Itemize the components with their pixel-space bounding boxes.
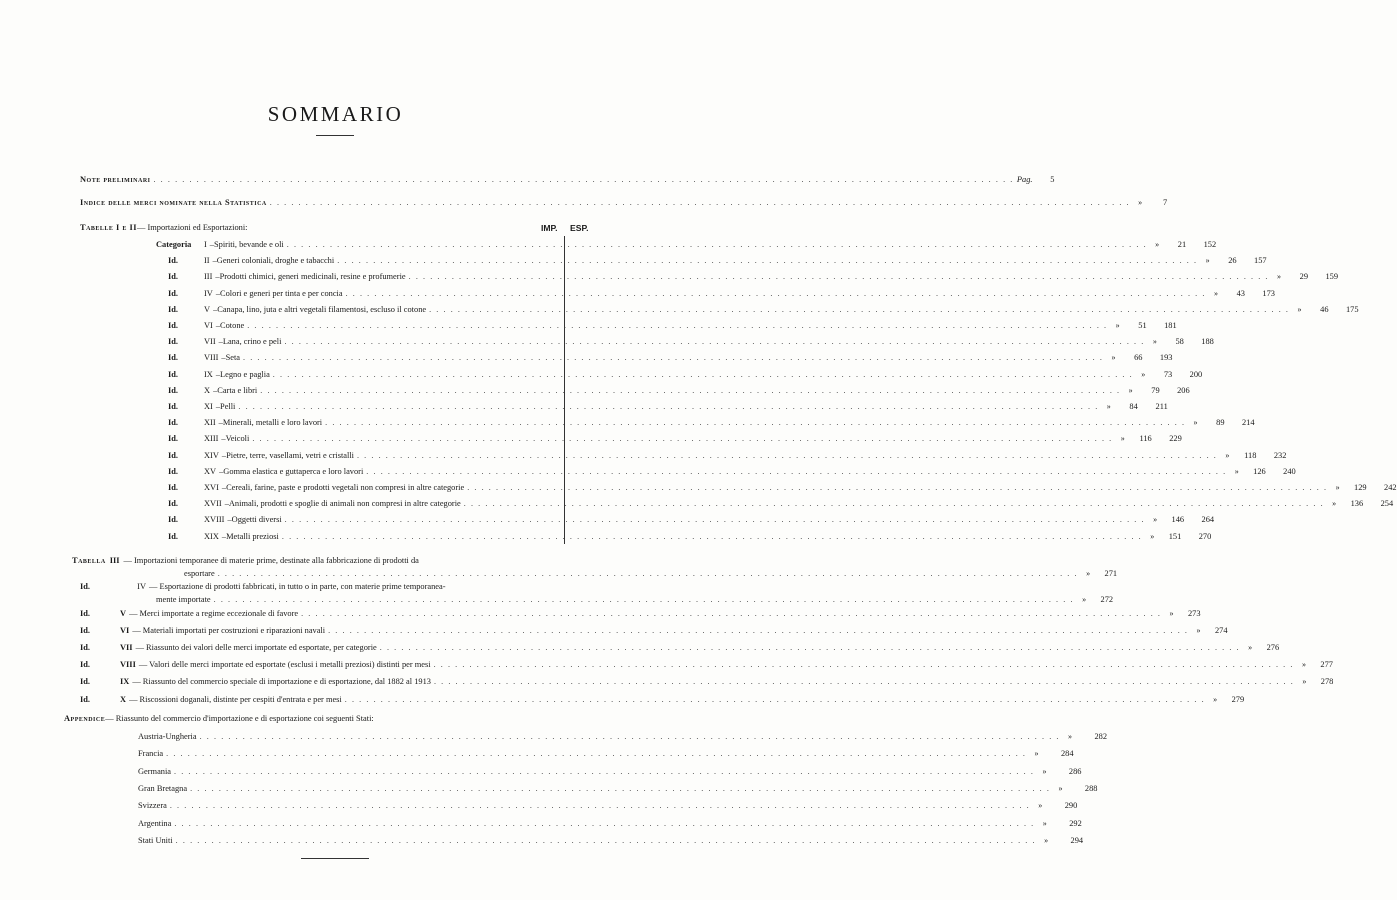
category-text: Animali, prodotti e spoglie di animali non compresi in altre categorie	[228, 499, 461, 509]
state-name: Gran Bretagna	[138, 783, 188, 793]
roman-numeral: XIX	[204, 531, 219, 541]
toc-entry-category[interactable]	[168, 288, 1275, 305]
roman-numeral: VI	[204, 321, 213, 330]
dot-leader: . . . . . . . . . . . . . . . . . . . . . . . . . . . . . . . . . . . . . . . . . . . . . . . . . . . . . . . . . . . . . . . . . . . . . . . . . . . . . . . . . . . . . . . . . . . . . . . . . . . . . . . . . . . . . . . . . . . . . . . .	[467, 483, 1328, 492]
roman-numeral: VII	[120, 643, 133, 653]
category-prefix: Id.	[168, 353, 179, 363]
dot-leader: . . . . . . . . . . . . . . . . . . . . . . . . . . . . . . . . . . . . . . . . . . . . . . . . . . . . . . . . . . . . . . . . . . . . . . . . . . . . . . . . . . . . . . . . . . . . . . . . . . . . . . . . . . . . . . . . . . . . . . . .	[281, 531, 1143, 541]
roman-numeral: XI	[204, 402, 213, 411]
dash: –	[212, 256, 217, 266]
roman-numeral: V	[204, 304, 211, 314]
state-name: Svizzera	[138, 801, 167, 811]
toc-entry-category[interactable]	[168, 483, 1397, 499]
toc-entry-tabella[interactable]	[80, 694, 1245, 711]
ditto-mark: »	[1120, 434, 1125, 444]
dot-leader: . . . . . . . . . . . . . . . . . . . . . . . . . . . . . . . . . . . . . . . . . . . . . . . . . . . . . . . . . . . . . . . . . . . . . . . . . . . . . . . . . . . . . . . . . . . . . . . . . . . . . . . . . . . . . . . . . . . . . . . .	[337, 256, 1198, 266]
category-text: Veicoli	[225, 434, 250, 444]
toc-entry-category[interactable]	[168, 385, 1190, 402]
roman-numeral: XIV	[204, 450, 219, 460]
dot-leader: . . . . . . . . . . . . . . . . . . . . . . . . . . . . . . . . . . . . . . . . . . . . . . . . . . . . . . . . . . . . . . . . . . . . . . . . . . . . . . . . . . . . . . . . . . . . . . . . . . . . . . . . . . . . . . . . . . . . . . . .	[301, 609, 1162, 618]
dot-leader: . . . . . . . . . . . . . . . . . . . . . . . . . . . . . . . . . . . . . . . . . . . . . . . . . . . . . . . . . . . . . . . . . . . . . . . . . . . . . . . . . . . . . . . . . . . . . . . . . . . . . . . . . . . . . . . . . . . . . . . .	[153, 175, 1014, 184]
esp-page: 152	[1203, 240, 1217, 249]
entry-text-line2: esportare	[184, 569, 215, 578]
toc-entry-category[interactable]	[168, 369, 1203, 386]
ditto-mark: »	[1155, 240, 1160, 249]
roman-numeral: XVI	[204, 483, 219, 492]
category-prefix: Id.	[168, 418, 179, 428]
category-prefix: Id.	[168, 483, 179, 492]
tab-id: Id.	[80, 694, 91, 704]
dash: –	[221, 353, 226, 363]
page-number: 277	[1320, 660, 1333, 670]
roman-numeral: X	[204, 385, 211, 395]
ditto-mark: »	[1196, 626, 1201, 636]
ditto-mark: »	[1106, 402, 1111, 411]
ditto-mark: »	[1128, 385, 1133, 395]
category-text: Canapa, lino, juta e altri vegetali filamentosi, escluso il cotone	[217, 304, 427, 314]
esp-page: 157	[1254, 256, 1267, 266]
category-text: Pietre, terre, vasellami, vetri e cristalli	[226, 450, 354, 460]
state-name: Stati Uniti	[138, 835, 173, 845]
dash: –	[215, 272, 220, 282]
category-text: Metalli preziosi	[226, 531, 279, 541]
imp-page: 126	[1253, 466, 1266, 476]
roman-numeral: IV	[137, 582, 146, 591]
dot-leader: . . . . . . . . . . . . . . . . . . . . . . . . . . . . . . . . . . . . . . . . . . . . . . . . . . . . . . . . . . . . . . . . . . . . . . . . . . . . . . . . . . . . . . . . . . . . . . . . . . . . . . . . . . . . . . . . . . . . . . . .	[252, 434, 1113, 444]
dot-leader: . . . . . . . . . . . . . . . . . . . . . . . . . . . . . . . . . . . . . . . . . . . . . . . . . . . . . . . . . . . . . . . . . . . . . . . . . . . . . . . . . . . . . . . . . . . . . . . . . . . . . . . . . . . . . . . . . . . . . . . .	[284, 515, 1146, 525]
roman-numeral: IX	[120, 677, 130, 687]
dot-leader: . . . . . . . . . . . . . . . . . . . . . . . . . . . . . . . . . . . . . . . . . . . . . . . . . . . . . . . . . . . . . . . . . . . . . . . . . . . . . . . . . . . . . . . . . . . . . . . . . . . . . . . . . . . . . . . . . . . . . . . .	[243, 353, 1104, 363]
page-number: 272	[1100, 595, 1114, 604]
page-number: 278	[1320, 677, 1334, 687]
imp-page: 58	[1175, 337, 1184, 347]
page-number: 274	[1214, 626, 1228, 636]
toc-entry-state[interactable]	[138, 766, 1082, 783]
ditto-mark: »	[1213, 694, 1218, 704]
dot-leader: . . . . . . . . . . . . . . . . . . . . . . . . . . . . . . . . . . . . . . . . . . . . . . . . . . . . . . . . . . . . . . . . . . . . . . . . . . . . . . . . . . . . . . . . . . . . . . . . . . . . . . . . . . . . . . . . . . . . . . . .	[175, 835, 1037, 845]
dot-leader: . . . . . . . . . . . . . . . . . . . . . . . . . . . . . . . . . . . . . . . . . . . . . . . . . . . . . . . . . . . . . . . . . . . . . . . . . . . . . . . . . . . . . . . . . . . . . . . . . . . . . . . . . . . . . . . . . . . . . . . .	[433, 660, 1294, 670]
tabella-label: Tabella	[72, 556, 106, 565]
entry-text: — Valori delle merci importate ed esportate (esclusi i metalli preziosi) distinti per mesi	[138, 660, 431, 670]
dot-leader: . . . . . . . . . . . . . . . . . . . . . . . . . . . . . . . . . . . . . . . . . . . . . . . . . . . . . . . . . . . . . . . . . . . . . . . . . . . . . . . . . . . . . . . . . . . . . . . . . . . . . . . . . . . . . . . . . . . . . . . .	[286, 240, 1148, 249]
dash: –	[218, 337, 223, 347]
category-text: Spiriti, bevande e oli	[213, 240, 284, 249]
ditto-mark: »	[1225, 450, 1230, 460]
ditto-mark: »	[1277, 272, 1282, 282]
toc-entry-tabella[interactable]	[80, 677, 1334, 693]
dash: –	[227, 515, 232, 525]
ditto-mark: »	[1193, 418, 1198, 428]
imp-page: 89	[1216, 418, 1225, 428]
ditto-mark: »	[1297, 304, 1302, 314]
page-title: SOMMARIO	[267, 102, 404, 126]
dash: –	[213, 385, 218, 395]
ditto-mark: »	[1058, 783, 1063, 793]
entry-text: — Materiali importati per costruzioni e riparazioni navali	[132, 626, 326, 636]
page-number: 5	[1050, 175, 1055, 184]
category-text: Seta	[225, 353, 241, 363]
dot-leader: . . . . . . . . . . . . . . . . . . . . . . . . . . . . . . . . . . . . . . . . . . . . . . . . . . . . . . . . . . . . . . . . . . . . . . . . . . . . . . . . . . . . . . . . . . . . . . . . . . . . . . . . . . . . . . . . . . . . . . . .	[345, 288, 1206, 298]
entry-label-rest: — Riassunto del commercio d'importazione e di esportazione coi seguenti Stati:	[105, 714, 374, 723]
roman-numeral: VI	[120, 626, 130, 636]
toc-entry-category[interactable]	[168, 402, 1168, 418]
category-prefix: Id.	[168, 450, 179, 460]
dot-leader: . . . . . . . . . . . . . . . . . . . . . . . . . . . . . . . . . . . . . . . . . . . . . . . . . . . . . . . . . . . . . . . . . . . . . . . . . . . . . . . . . . . . . . . . . . . . . . . . . . . . . . . . . . . . . . . . . . . . . . . .	[247, 321, 1108, 330]
toc-entry-category[interactable]	[156, 240, 1217, 256]
dot-leader: . . . . . . . . . . . . . . . . . . . . . . . . . . . . . . . . . . . . . . . . . . . . . . . . . . . . . . . . . . . . . . . . . . . . . . . . . . . . . . . . . . . . . . . . . . . . . . . . . . . . . . . . . . . . . . . . . . . . . . . .	[429, 304, 1290, 314]
roman-numeral: II	[204, 256, 210, 266]
roman-numeral: X	[120, 694, 127, 704]
category-text: Cereali, farine, paste e prodotti vegetali non compresi in altre categorie	[226, 483, 465, 492]
page-number: 273	[1187, 609, 1201, 618]
toc-entry-category[interactable]	[168, 321, 1177, 337]
toc-entry-state[interactable]	[138, 801, 1078, 817]
esp-page: 240	[1283, 466, 1296, 476]
entry-text: — Riassunto del commercio speciale di importazione e di esportazione, dal 1882 al 1913	[132, 677, 431, 687]
ditto-mark: »	[1332, 499, 1337, 509]
imp-page: 21	[1177, 240, 1187, 249]
imp-page: 51	[1138, 321, 1147, 330]
esp-page: 200	[1189, 369, 1203, 379]
dash: –	[215, 321, 221, 330]
imp-column-header: IMP.	[541, 223, 558, 233]
roman-numeral: V	[120, 609, 127, 618]
entry-label: Indice delle merci nominate nella Statistica	[80, 198, 267, 207]
esp-page: 229	[1169, 434, 1182, 444]
entry-text: — Merci importate a regime eccezionale di favore	[129, 609, 299, 618]
ditto-mark: »	[1153, 515, 1158, 525]
roman-numeral: IV	[204, 288, 213, 298]
entry-text-line1: — Esportazione di prodotti fabbricati, in tutto o in parte, con materie prime temporanea-	[149, 582, 446, 591]
category-text: Prodotti chimici, generi medicinali, resine e profumerie	[219, 272, 406, 282]
category-text: Colori e generi per tinta e per concia	[220, 288, 343, 298]
imp-page: 129	[1354, 483, 1367, 492]
page-number: 290	[1064, 801, 1078, 811]
tab-id: Id.	[80, 677, 91, 687]
esp-page: 211	[1155, 402, 1168, 411]
toc-entry-category[interactable]	[168, 450, 1287, 467]
ditto-mark: »	[1042, 818, 1047, 828]
category-prefix: Id.	[168, 272, 179, 282]
category-prefix: Id.	[168, 531, 179, 541]
page-number: 279	[1231, 694, 1245, 704]
imp-page: 146	[1171, 515, 1185, 525]
ditto-mark: »	[1335, 483, 1340, 492]
dot-leader: . . . . . . . . . . . . . . . . . . . . . . . . . . . . . . . . . . . . . . . . . . . . . . . . . . . . . . . . . . . . . . . . . . . . . . . . . . . . . . . . . . . . . . . . . . . . . . . . . . . . . . . . . . . . . . . . . . . . . . . .	[169, 801, 1031, 811]
dot-leader: . . . . . . . . . . . . . . . . . . . . . . . . . . . . . . . . . . . . . . . . . . . . . . . . . . . . . . . . . . . . . . . . . . . . . . . . . . . . . . . . . . . . . . . . . . . . . . . . . . . . . . . . . . . . . . . . . . . . . . . .	[166, 749, 1027, 759]
esp-page: 193	[1159, 353, 1173, 363]
dot-leader: . . . . . . . . . . . . . . . . . . . . . . . . . . . . . . . . . . . . . . . . . . . . . . . . . . . . . . . . . . . . . . . . . . . . . . . . . . . . . . . . . . . . . . . . . . . . . . . . . . . . . . . . . . . . . . . . . . . . . . . .	[408, 272, 1270, 282]
dot-leader: . . . . . . . . . . . . . . . . . . . . . . . . . . . . . . . . . . . . . . . . . . . . . . . . . . . . . . . . . . . . . . . . . . . . . . . . . . . . . . . . . . . . . . . . . . . . . . . . . . . . . . . . . . . . . . . . . . . . . . . .	[269, 198, 1131, 207]
dash: –	[218, 418, 223, 428]
imp-page: 151	[1168, 531, 1182, 541]
esp-page: 206	[1177, 385, 1190, 395]
ditto-mark: »	[1115, 321, 1120, 330]
dot-leader: . . . . . . . . . . . . . . . . . . . . . . . . . . . . . . . . . . . . . . . . . . . . . . . . . . . . . . . . . . . . . . . . . . . . . . . . . . . . . . . . . . . . . . . . . . . . . . . . . . . . . . . . . . . . . . . . . . . . . . . .	[356, 450, 1218, 460]
toc-entry-state[interactable]	[138, 732, 1108, 748]
entry-text-line2: mente importate	[156, 595, 211, 604]
tab-id: Id.	[80, 660, 91, 670]
ditto-mark: »	[1042, 766, 1047, 776]
category-prefix: Categoria	[156, 240, 192, 249]
state-name: Germania	[138, 766, 172, 776]
dash: –	[221, 450, 227, 460]
page-number: 276	[1266, 643, 1280, 653]
category-prefix: Id.	[168, 321, 179, 330]
esp-page: 270	[1198, 531, 1212, 541]
category-prefix: Id.	[168, 337, 179, 347]
dot-leader: . . . . . . . . . . . . . . . . . . . . . . . . . . . . . . . . . . . . . . . . . . . . . . . . . . . . . . . . . . . . . . . . . . . . . . . . . . . . . . . . . . . . . . . . . . . . . . . . . . . . . . . . . . . . . . . . . . . . . . . .	[174, 766, 1035, 776]
ditto-mark: »	[1169, 609, 1174, 618]
page-number: 294	[1070, 835, 1084, 845]
dot-leader: . . . . . . . . . . . . . . . . . . . . . . . . . . . . . . . . . . . . . . . . . . . . . . . . . . . . . . . . . . . . . . . . . . . . . . . . . . . . . . . . . . . . . . . . . . . . . . . . . . . . . . . . . . . . . . . . . . . . . . . .	[238, 402, 1099, 411]
roman-numeral: VII	[204, 337, 216, 347]
state-name: Francia	[138, 749, 164, 759]
toc-entry-tabella[interactable]	[80, 643, 1280, 659]
category-prefix: Id.	[168, 385, 179, 395]
dot-leader: . . . . . . . . . . . . . . . . . . . . . . . . . . . . . . . . . . . . . . . . . . . . . . . . . . . . . . . . . . . . . . . . . . . . . . . . . . . . . . . . . . . . . . . . . . . . . . . . . . . . . . . . . . . . . . . . . . . . . . . .	[174, 818, 1035, 828]
esp-page: 173	[1262, 288, 1275, 298]
roman-numeral: VIII	[204, 353, 219, 363]
ditto-mark: »	[1205, 256, 1210, 266]
category-prefix: Id.	[168, 304, 179, 314]
category-prefix: Id.	[168, 402, 179, 411]
state-name: Argentina	[138, 818, 172, 828]
imp-page: 73	[1163, 369, 1173, 379]
roman-numeral: IX	[204, 369, 213, 379]
ditto-mark: »	[1044, 835, 1049, 845]
page-number: 288	[1084, 783, 1098, 793]
ditto-mark: »	[1038, 801, 1043, 811]
ditto-mark: »	[1248, 643, 1253, 653]
roman-numeral: VIII	[120, 660, 136, 670]
toc-entry-tabella[interactable]	[80, 660, 1333, 676]
esp-page: 188	[1201, 337, 1214, 347]
imp-page: 118	[1244, 450, 1257, 460]
imp-page: 79	[1151, 385, 1160, 395]
page-number: 284	[1060, 749, 1074, 759]
entry-label-rest: — Importazioni ed Esportazioni:	[137, 223, 248, 232]
roman-numeral: XV	[204, 466, 217, 476]
dot-leader: . . . . . . . . . . . . . . . . . . . . . . . . . . . . . . . . . . . . . . . . . . . . . . . . . . . . . . . . . . . . . . . . . . . . . . . . . . . . . . . . . . . . . . . . . . . . . . . . . . . . . . . . . . . . . . . . . . . . . . . .	[366, 466, 1227, 476]
roman-numeral: III	[204, 272, 213, 282]
toc-entry-state[interactable]	[138, 783, 1098, 800]
imp-page: 43	[1236, 288, 1245, 298]
bottom-rule	[301, 858, 369, 859]
ditto-mark: »	[1138, 198, 1143, 207]
category-text: Oggetti diversi	[231, 515, 282, 525]
ditto-mark: »	[1150, 531, 1155, 541]
ditto-mark: »	[1086, 569, 1091, 578]
dot-leader: . . . . . . . . . . . . . . . . . . . . . . . . . . . . . . . . . . . . . . . . . . . . . . . . . . . . . . . . . . . . . . . . . . . . . . . . . . . . . . . . . . . . . . . . . . . . . . . . . . . . . . . . . . . . . . . . . . . . . . . .	[433, 677, 1295, 687]
imp-page: 26	[1228, 256, 1237, 266]
imp-page: 136	[1350, 499, 1364, 509]
toc-entry-category[interactable]	[168, 304, 1359, 321]
esp-page: 254	[1380, 499, 1394, 509]
toc-entry-tabella[interactable]	[80, 609, 1201, 625]
toc-entry-category[interactable]	[168, 353, 1173, 369]
tab-id: Id.	[80, 626, 91, 636]
toc-entry-indice[interactable]	[80, 198, 1168, 214]
dot-leader: . . . . . . . . . . . . . . . . . . . . . . . . . . . . . . . . . . . . . . . . . . . . . . . . . . . . . . . . . . . . . . . . . . . . . . . . . . . . . . . . . . . . . . . . . . . . . . . . . . . . . . . . . . . . . . . . . . . . . . . .	[379, 643, 1241, 653]
entry-label: Tabelle I e II	[80, 223, 137, 232]
dot-leader: . . . . . . . . . . . . . . . . . . . . . . . . . . . . . . . . . . . . . . . . . . . . . . . . . . . . . . . . . . . . . . . . . . . . . . . . . . . . . . . . . . . . . . . . . . . . . . . . . . . . . . . . . . . . . . . . . . . . . . . .	[284, 337, 1145, 347]
imp-page: 29	[1299, 272, 1309, 282]
category-prefix: Id.	[168, 256, 179, 266]
dot-leader: . . . . . . . . . . . . . . . . . . . . . . . . . . . . . . . . . . . . . . . . . . . . . . . . . . . . . . . . . . . . . . . . . . . . . . . . . . . . . . . . . . . . . . . . . . . . . . . . . . . . . . . . . . . . . . . . . . . . . . . .	[213, 595, 1075, 604]
dot-leader: . . . . . . . . . . . . . . . . . . . . . . . . . . . . . . . . . . . . . . . . . . . . . . . . . . . . . . . . . . . . . . . . . . . . . . . . . . . . . . . . . . . . . . . . . . . . . . . . . . . . . . . . . . . . . . . . . . . . . . . .	[328, 626, 1189, 636]
esp-column-header: ESP.	[570, 223, 589, 233]
entry-label: Appendice	[64, 714, 106, 723]
roman-numeral: I	[204, 240, 207, 249]
toc-entry-category[interactable]	[168, 434, 1182, 450]
toc-entry-category[interactable]	[168, 466, 1296, 483]
dash: –	[221, 531, 227, 541]
toc-entry-category[interactable]	[168, 515, 1215, 531]
ditto-mark: »	[1111, 353, 1116, 363]
toc-entry-category[interactable]	[168, 256, 1267, 272]
esp-page: 214	[1241, 418, 1255, 428]
category-prefix: Id.	[168, 288, 179, 298]
ditto-mark: »	[1302, 677, 1307, 687]
dash: –	[221, 434, 226, 444]
dot-leader: . . . . . . . . . . . . . . . . . . . . . . . . . . . . . . . . . . . . . . . . . . . . . . . . . . . . . . . . . . . . . . . . . . . . . . . . . . . . . . . . . . . . . . . . . . . . . . . . . . . . . . . . . . . . . . . . . . . . . . . .	[463, 499, 1325, 509]
esp-page: 232	[1273, 450, 1287, 460]
imp-page: 66	[1134, 353, 1143, 363]
roman-numeral: III	[109, 556, 120, 565]
page-number: 286	[1068, 766, 1082, 776]
dot-leader: . . . . . . . . . . . . . . . . . . . . . . . . . . . . . . . . . . . . . . . . . . . . . . . . . . . . . . . . . . . . . . . . . . . . . . . . . . . . . . . . . . . . . . . . . . . . . . . . . . . . . . . . . . . . . . . . . . . . . . . .	[260, 385, 1121, 395]
state-name: Austria-Ungheria	[138, 732, 197, 741]
dot-leader: . . . . . . . . . . . . . . . . . . . . . . . . . . . . . . . . . . . . . . . . . . . . . . . . . . . . . . . . . . . . . . . . . . . . . . . . . . . . . . . . . . . . . . . . . . . . . . . . . . . . . . . . . . . . . . . . . . . . . . . .	[199, 732, 1061, 741]
toc-entry-state[interactable]	[138, 835, 1084, 852]
dot-leader: . . . . . . . . . . . . . . . . . . . . . . . . . . . . . . . . . . . . . . . . . . . . . . . . . . . . . . . . . . . . . . . . . . . . . . . . . . . . . . . . . . . . . . . . . . . . . . . . . . . . . . . . . . . . . . . . . . . . . . . .	[272, 369, 1134, 379]
tab-id: Id.	[80, 609, 91, 618]
ditto-mark: »	[1141, 369, 1146, 379]
esp-page: 264	[1201, 515, 1215, 525]
category-text: Lana, crino e peli	[222, 337, 282, 347]
dash: –	[221, 483, 227, 492]
toc-heading-tabelle[interactable]	[80, 223, 540, 239]
toc-heading-appendice[interactable]	[64, 714, 584, 730]
category-text: Cotone	[220, 321, 245, 330]
category-text: Pelli	[220, 402, 236, 411]
category-text: Legno e paglia	[220, 369, 270, 379]
ditto-mark: »	[1213, 288, 1218, 298]
tab-id: Id.	[80, 643, 91, 653]
imp-page: 116	[1139, 434, 1152, 444]
dot-leader: . . . . . . . . . . . . . . . . . . . . . . . . . . . . . . . . . . . . . . . . . . . . . . . . . . . . . . . . . . . . . . . . . . . . . . . . . . . . . . . . . . . . . . . . . . . . . . . . . . . . . . . . . . . . . . . . . . . . . . . .	[325, 418, 1186, 428]
ditto-mark: »	[1152, 337, 1157, 347]
dash: –	[224, 499, 229, 509]
category-text: Carta e libri	[217, 385, 258, 395]
dot-leader: . . . . . . . . . . . . . . . . . . . . . . . . . . . . . . . . . . . . . . . . . . . . . . . . . . . . . . . . . . . . . . . . . . . . . . . . . . . . . . . . . . . . . . . . . . . . . . . . . . . . . . . . . . . . . . . . . . . . . . . .	[190, 783, 1051, 793]
roman-numeral: XVIII	[204, 515, 225, 525]
category-text: Minerali, metalli e loro lavori	[222, 418, 323, 428]
pag-label: Pag.	[1016, 175, 1033, 184]
esp-page: 159	[1325, 272, 1339, 282]
esp-page: 181	[1164, 321, 1177, 330]
toc-entry-category[interactable]	[168, 531, 1212, 548]
page-number: 282	[1094, 732, 1108, 741]
roman-numeral: XII	[204, 418, 216, 428]
entry-label: Note preliminari	[80, 175, 151, 184]
imp-page: 46	[1320, 304, 1329, 314]
ditto-mark: »	[1068, 732, 1073, 741]
ditto-mark: »	[1301, 660, 1306, 670]
ditto-mark: »	[1082, 595, 1087, 604]
dash: –	[213, 304, 218, 314]
toc-entry-category[interactable]	[168, 499, 1394, 515]
dash: –	[215, 288, 221, 298]
dot-leader: . . . . . . . . . . . . . . . . . . . . . . . . . . . . . . . . . . . . . . . . . . . . . . . . . . . . . . . . . . . . . . . . . . . . . . . . . . . . . . . . . . . . . . . . . . . . . . . . . . . . . . . . . . . . . . . . . . . . . . . .	[217, 569, 1079, 578]
ditto-mark: »	[1234, 466, 1239, 476]
ditto-mark: »	[1034, 749, 1039, 759]
page-number: 271	[1104, 569, 1118, 578]
roman-numeral: XIII	[204, 434, 219, 444]
category-prefix: Id.	[168, 434, 179, 444]
imp-page: 84	[1129, 402, 1138, 411]
category-text: Gomma elastica e guttaperca e loro lavori	[223, 466, 364, 476]
esp-page: 242	[1384, 483, 1397, 492]
dash: –	[209, 240, 214, 249]
toc-entry-category[interactable]	[168, 337, 1214, 353]
toc-entry-category[interactable]	[168, 418, 1255, 434]
dot-leader: . . . . . . . . . . . . . . . . . . . . . . . . . . . . . . . . . . . . . . . . . . . . . . . . . . . . . . . . . . . . . . . . . . . . . . . . . . . . . . . . . . . . . . . . . . . . . . . . . . . . . . . . . . . . . . . . . . . . . . . .	[344, 694, 1206, 704]
entry-text-line1: — Importazioni temporanee di materie prime, destinate alla fabbricazione di prodotti da	[123, 556, 419, 565]
toc-entry-state[interactable]	[138, 749, 1074, 765]
dash: –	[219, 466, 224, 476]
toc-entry-tabella[interactable]	[80, 626, 1228, 642]
roman-numeral: XVII	[204, 499, 222, 509]
entry-text: — Riscossioni doganali, distinte per cespiti d'entrata e per mesi	[129, 694, 342, 704]
category-text: Generi coloniali, droghe e tabacchi	[216, 256, 335, 266]
entry-text: — Riassunto dei valori delle merci importate ed esportate, per categorie	[135, 643, 377, 653]
page-number: 7	[1162, 198, 1168, 207]
dash: –	[215, 402, 221, 411]
toc-entry-state[interactable]	[138, 818, 1082, 835]
esp-page: 175	[1345, 304, 1359, 314]
category-prefix: Id.	[168, 369, 179, 379]
category-prefix: Id.	[168, 499, 179, 509]
tab-id: Id.	[80, 582, 91, 591]
category-prefix: Id.	[168, 466, 179, 476]
category-prefix: Id.	[168, 515, 179, 525]
page-number: 292	[1069, 818, 1082, 828]
toc-entry-category[interactable]	[168, 272, 1339, 288]
toc-entry-note-preliminari[interactable]	[80, 175, 1055, 191]
dash: –	[215, 369, 221, 379]
title-rule	[316, 135, 354, 136]
